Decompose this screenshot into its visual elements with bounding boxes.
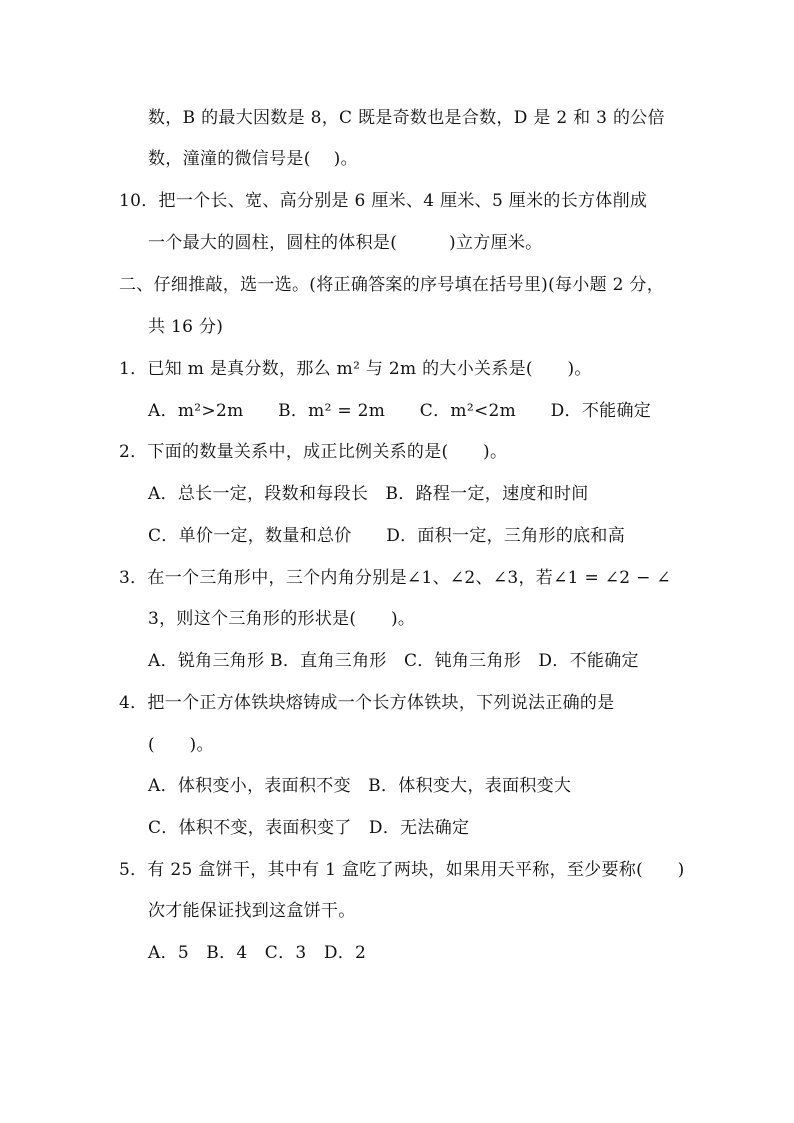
q9-text-line-2: 数，潼潼的微信号是( )。 — [148, 149, 358, 169]
q10-text-line-2: 一个最大的圆柱，圆柱的体积是( )立方厘米。 — [148, 233, 543, 253]
mc-q4-stem-line-2: ( )。 — [148, 735, 214, 755]
mc-q4-stem-line-1: 4．把一个正方体铁块熔铸成一个长方体铁块，下列说法正确的是 — [119, 693, 615, 713]
mc-q2-options-cd: C．单价一定，数量和总价 D．面积一定，三角形的底和高 — [148, 526, 626, 546]
section-two-heading: 二、仔细推敲，选一选。(将正确答案的序号填在括号里)(每小题 2 分， — [119, 275, 665, 295]
mc-q5-options: A．5 B．4 C．3 D．2 — [148, 943, 367, 963]
mc-q5-stem-line-1: 5．有 25 盒饼干，其中有 1 盒吃了两块，如果用天平称，至少要称( ) — [119, 860, 685, 880]
mc-q3-options: A．锐角三角形 B．直角三角形 C．钝角三角形 D．不能确定 — [148, 651, 639, 671]
mc-q1-options: A．m²>2m B．m² = 2m C．m²<2m D．不能确定 — [148, 401, 652, 421]
mc-q2-options-ab: A．总长一定，段数和每段长 B．路程一定，速度和时间 — [148, 484, 589, 504]
mc-q2-stem: 2．下面的数量关系中，成正比例关系的是( )。 — [119, 442, 508, 462]
mc-q3-stem-line-1: 3．在一个三角形中，三个内角分别是∠1、∠2、∠3，若∠1 = ∠2 − ∠ — [119, 568, 671, 588]
section-two-heading-cont: 共 16 分) — [148, 317, 224, 337]
mc-q3-stem-line-2: 3，则这个三角形的形状是( )。 — [148, 609, 416, 629]
mc-q1-stem: 1．已知 m 是真分数，那么 m² 与 2m 的大小关系是( )。 — [119, 359, 592, 379]
mc-q4-options-ab: A．体积变小，表面积不变 B．体积变大，表面积变大 — [148, 776, 572, 796]
mc-q5-stem-line-2: 次才能保证找到这盒饼干。 — [148, 901, 356, 921]
mc-q4-options-cd: C．体积不变，表面积变了 D．无法确定 — [148, 818, 470, 838]
q9-text-line-1: 数，B 的最大因数是 8，C 既是奇数也是合数，D 是 2 和 3 的公倍 — [148, 108, 665, 128]
q10-text-line-1: 10．把一个长、宽、高分别是 6 厘米、4 厘米、5 厘米的长方体削成 — [119, 191, 648, 211]
